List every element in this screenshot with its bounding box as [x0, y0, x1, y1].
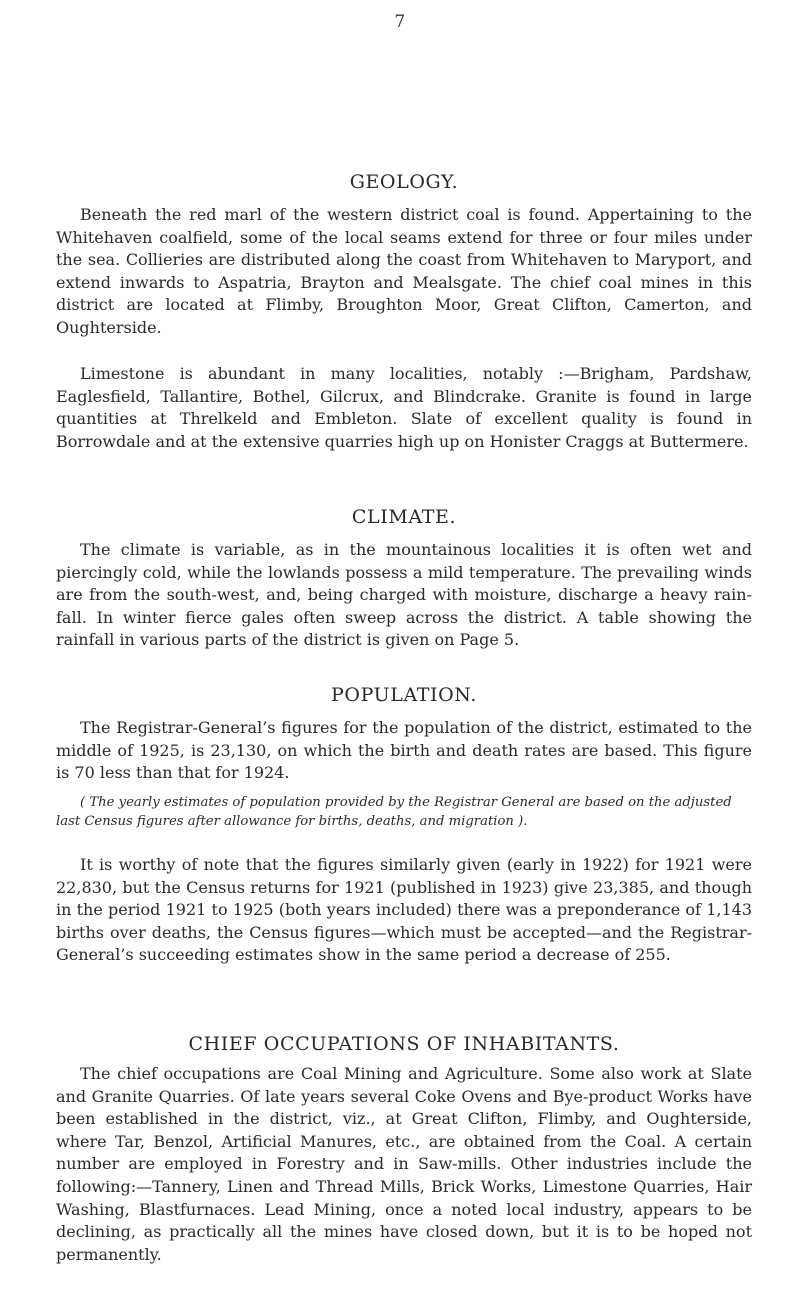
geology-paragraph-1: Beneath the red marl of the western district coal is found. Appertaining to the Whitehaven coalfield, some of the local seams extend for three or four miles under the sea. Collieries are distributed along the coast from Whitehaven to Maryport, and extend inwards to Aspatria, Brayton and Mealsgate. The chief coal mines in this district are located at Flimby, Broughton Moor, Great Clifton, Camerton, and Oughterside. [56, 205, 752, 337]
occupations-paragraph-1: The chief occupations are Coal Mining and Agriculture. Some also work at Slate and Granite Quarries. Of late years several Coke Ovens and Bye-product Works have been established in the district, viz., at Great Clifton, Flimby, and Oughterside, where Tar, Benzol, Artificial Manures, etc., are obtained from the Coal. A certain number are employed in Forestry and in Saw-mills. Other industries include the following:—Tannery, Linen and Thread Mills, Brick Works, Limestone Quarries, Hair Washing, Blastfurnaces. Lead Mining, once a noted local industry, appears to be declining, as practically all the mines have closed down, but it is to be hoped not permanently. [56, 1064, 752, 1264]
climate-paragraph-1: The climate is variable, as in the mountainous localities it is often wet and piercingly cold, while the lowlands possess a mild temperature. The prevailing winds are from the south-west, and, being charged with moisture, discharge a heavy rain-fall. In winter fierce gales often sweep across the district. A table showing the rainfall in various parts of the district is given on Page 5. [56, 540, 752, 650]
population-paragraph-1: The Registrar-General’s figures for the population of the district, estimated to the middle of 1925, is 23,130, on which the birth and death rates are based. This figure is 70 less than that for 1924. [56, 718, 752, 783]
page-number: 7 [394, 12, 406, 32]
occupations-heading: CHIEF OCCUPATIONS OF INHABITANTS. [188, 1033, 620, 1055]
population-heading: POPULATION. [331, 684, 477, 706]
geology-paragraph-2: Limestone is abundant in many localities, notably :—Brigham, Pardshaw, Eaglesfield, Tallantire, Bothel, Gilcrux, and Blindcrake. Granite is found in large quantities at Threlkeld and Embleton. Slate of excellent quality is found in Borrowdale and at the extensive quarries high up on Honister Craggs at Buttermere. [56, 364, 752, 451]
population-paragraph-2: It is worthy of note that the figures similarly given (early in 1922) for 1921 were 22,830, but the Census returns for 1921 (published in 1923) give 23,385, and though in the period 1921 to 1925 (both years included) there was a preponderance of 1,143 births over deaths, the Census figures—which must be accepted—and the Registrar-General’s succeeding estimates show in the same period a decrease of 255. [56, 855, 752, 965]
climate-heading: CLIMATE. [351, 506, 457, 528]
population-note: ( The yearly estimates of population provided by the Registrar General are based on the adjusted last Census figures after allowance for births, deaths, and migration ). [56, 795, 732, 829]
geology-heading: GEOLOGY. [349, 171, 459, 193]
